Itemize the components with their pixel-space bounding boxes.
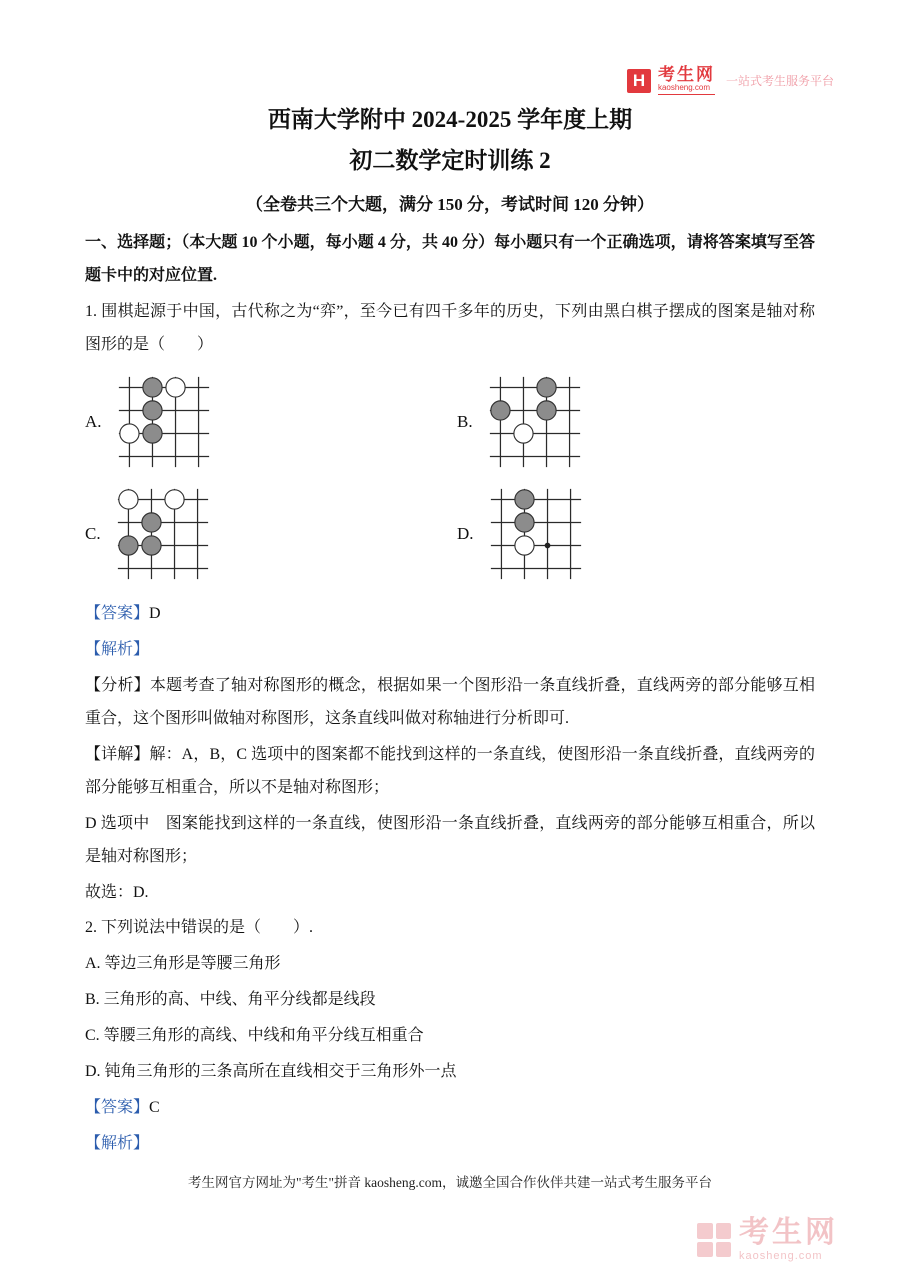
board-row-2 xyxy=(85,486,815,582)
watermark-brand-name: 考生网 xyxy=(739,1216,838,1249)
brand-tagline: 一站式考生服务平台 xyxy=(725,74,834,88)
q1-option-a-figure xyxy=(85,374,457,470)
q2-analysis-label: 【解析】 xyxy=(85,1135,150,1153)
option-b-label: B. xyxy=(457,411,473,431)
q1-xiangjie-paragraph: 【详解】解：A，B，C 选项中的图案都不能找到这样的一条直线，使图形沿一条直线折叠，直线两旁的部分能够互相重合，所以不是轴对称图形； xyxy=(85,745,815,796)
q1-analysis-line xyxy=(85,634,815,667)
q1-d-option-paragraph: D 选项中 图案能找到这样的一条直线，使图形沿一条直线折叠，直线两旁的部分能够互相重合，所以是轴对称图形； xyxy=(85,814,815,865)
go-board-d xyxy=(488,486,584,582)
kaosheng-watermark-text xyxy=(739,1218,838,1262)
kaosheng-logo-text xyxy=(658,66,715,95)
watermark-brand-domain: kaosheng.com xyxy=(739,1250,823,1262)
brand-domain: kaosheng.com xyxy=(657,83,711,92)
option-c-label: C. xyxy=(85,523,101,543)
doc-title-line2: 初二数学定时训练 2 xyxy=(349,148,551,174)
q2-option-d: D. 钝角三角形的三条高所在直线相交于三角形外一点 xyxy=(85,1063,457,1081)
q2-option-a: A. 等边三角形是等腰三角形 xyxy=(85,955,281,973)
board-row-1 xyxy=(85,374,815,470)
page-footer-text: 考生网官方网址为"考生"拼音 kaosheng.com，诚邀全国合作伙伴共建一站式考生服务平台 xyxy=(187,1174,712,1190)
question-2-text: 2. 下列说法中错误的是（ ）. xyxy=(85,919,314,937)
q2-analysis-line xyxy=(85,1128,815,1161)
section1-header: 一、选择题；（本大题 10 个小题，每小题 4 分，共 40 分）每小题只有一个正确选项，请将答案填写至答题卡中的对应位置. xyxy=(85,234,815,285)
q1-answer-line xyxy=(85,598,815,631)
kaosheng-watermark-icon xyxy=(697,1223,731,1257)
kaosheng-watermark xyxy=(697,1218,838,1262)
q2-answer-label: 【答案】 xyxy=(85,1099,150,1117)
kaosheng-logo-icon: H xyxy=(627,69,651,93)
q1-answer-value: D xyxy=(149,604,161,622)
q1-fenxi-paragraph: 【分析】本题考查了轴对称图形的概念，根据如果一个图形沿一条直线折叠，直线两旁的部分能够互相重合，这个图形叫做轴对称图形，这条直线叫做对称轴进行分析即可. xyxy=(85,676,815,727)
question-1-figures xyxy=(85,374,815,582)
q2-answer-line xyxy=(85,1092,815,1125)
q1-answer-label: 【答案】 xyxy=(85,604,150,622)
brand-name: 考生网 xyxy=(657,65,715,84)
kaosheng-logo xyxy=(627,66,834,95)
q1-option-d-figure xyxy=(457,486,584,582)
q2-option-b: B. 三角形的高、中线、角平分线都是线段 xyxy=(85,991,376,1009)
question-1-text: 1. 围棋起源于中国，古代称之为“弈”，至今已有四千多年的历史，下列由黑白棋子摆成的图案是轴对称图形的是（ ） xyxy=(85,303,815,353)
q2-option-c: C. 等腰三角形的高线、中线和角平分线互相重合 xyxy=(85,1027,424,1045)
go-board-b xyxy=(487,374,583,470)
q1-conclusion: 故选：D. xyxy=(85,883,149,901)
q1-analysis-label: 【解析】 xyxy=(85,640,150,658)
doc-title-line1: 西南大学附中 2024-2025 学年度上期 xyxy=(267,107,633,132)
option-a-label: A. xyxy=(85,411,102,431)
go-board-a xyxy=(116,374,212,470)
q1-option-b-figure xyxy=(457,374,583,470)
doc-subtitle: （全卷共三个大题，满分 150 分，考试时间 120 分钟） xyxy=(246,195,654,215)
go-board-c xyxy=(115,486,211,582)
q1-option-c-figure xyxy=(85,486,457,582)
q2-answer-value: C xyxy=(149,1099,160,1117)
option-d-label: D. xyxy=(457,523,474,543)
